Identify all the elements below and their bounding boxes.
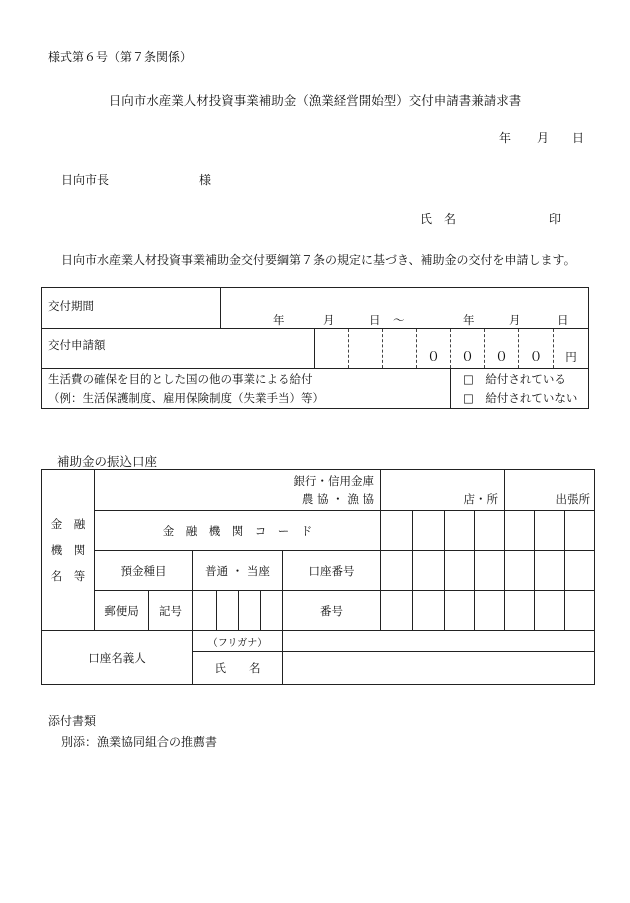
holder-name-label: 氏 名 <box>193 652 283 685</box>
period-day-1: 日 <box>369 313 381 327</box>
applicant-seal: 印 <box>549 212 562 226</box>
code-digit-cell[interactable] <box>505 511 535 551</box>
date-day: 日 <box>572 131 585 145</box>
number-digit[interactable] <box>445 591 475 631</box>
bank-type-line-2: 農 協 ・ 漁 協 <box>301 492 374 506</box>
account-number-digit[interactable] <box>505 551 535 591</box>
period-label: 交付期間 <box>42 288 221 329</box>
amount-digit-cell[interactable] <box>383 329 417 369</box>
date-month: 月 <box>537 131 550 145</box>
postal-label: 郵便局 <box>95 591 149 631</box>
number-digit[interactable] <box>565 591 595 631</box>
holder-name-input[interactable] <box>283 652 595 685</box>
amount-unit: 円 <box>554 329 589 369</box>
amount-digit-cell[interactable]: ０ <box>519 329 554 369</box>
code-digit-cell[interactable] <box>565 511 595 551</box>
number-label: 番号 <box>283 591 381 631</box>
bank-type-cell[interactable] <box>95 470 381 511</box>
symbol-digit[interactable] <box>193 591 217 631</box>
application-table <box>41 287 589 409</box>
furigana-input[interactable] <box>283 631 595 652</box>
bank-type-line-1: 銀行・信用金庫 <box>293 474 374 488</box>
symbol-digit[interactable] <box>239 591 261 631</box>
amount-digit-cell[interactable] <box>349 329 383 369</box>
code-digit-cell[interactable] <box>535 511 565 551</box>
amount-digit-cell[interactable]: ０ <box>485 329 519 369</box>
period-month-1: 月 <box>323 313 335 327</box>
other-benefit-label-line-2: （例：生活保護制度、雇用保険制度（失業手当）等） <box>48 390 324 405</box>
branch-cell[interactable]: 店・所 <box>381 470 505 511</box>
addressee-name: 日向市長 <box>61 173 110 187</box>
option-benefit-received[interactable]: □ 給付されている <box>463 371 566 386</box>
code-digit-cell[interactable] <box>381 511 413 551</box>
number-digit[interactable] <box>413 591 445 631</box>
account-table <box>41 469 595 685</box>
amount-digit-cell[interactable] <box>315 329 349 369</box>
form-number: 様式第６号（第７条関係） <box>48 50 193 64</box>
account-number-label: 口座番号 <box>283 551 381 591</box>
applicant-name-label: 氏 名 <box>420 212 457 226</box>
institution-label: 金 融 機 関 名 等 <box>42 470 95 631</box>
number-digit[interactable] <box>505 591 535 631</box>
attachments-heading: 添付書類 <box>48 714 97 728</box>
deposit-type-label: 預金種目 <box>95 551 193 591</box>
amount-digit-cell[interactable]: ０ <box>451 329 485 369</box>
option-benefit-not-received[interactable]: □ 給付されていない <box>463 390 578 405</box>
amount-label: 交付申請額 <box>42 329 315 369</box>
institution-code-label: 金 融 機 関 コ ー ド <box>95 511 381 551</box>
application-statement: 日向市水産業人材投資事業補助金交付要綱第７条の規定に基づき、補助金の交付を申請します。 <box>61 253 576 267</box>
amount-digit-cell[interactable]: ０ <box>417 329 451 369</box>
symbol-digit[interactable] <box>261 591 283 631</box>
period-tilde: 〜 <box>393 313 405 327</box>
other-benefit-label <box>42 369 451 409</box>
deposit-type-value[interactable]: 普通 ・ 当座 <box>193 551 283 591</box>
document-title: 日向市水産業人材投資事業補助金（漁業経営開始型）交付申請書兼請求書 <box>108 93 522 108</box>
period-year-2: 年 <box>463 313 475 327</box>
date-year: 年 <box>499 131 512 145</box>
furigana-label: （フリガナ） <box>193 631 283 652</box>
symbol-digit[interactable] <box>217 591 239 631</box>
other-benefit-options <box>451 369 589 409</box>
period-value[interactable] <box>221 288 589 329</box>
account-holder-label: 口座名義人 <box>42 631 193 685</box>
attachment-item: 別添：漁業協同組合の推薦書 <box>61 735 218 749</box>
number-digit[interactable] <box>475 591 505 631</box>
account-heading: 補助金の振込口座 <box>57 454 158 469</box>
code-digit-cell[interactable] <box>413 511 445 551</box>
code-digit-cell[interactable] <box>475 511 505 551</box>
symbol-label: 記号 <box>149 591 193 631</box>
account-number-digit[interactable] <box>475 551 505 591</box>
period-year-1: 年 <box>273 313 285 327</box>
account-number-digit[interactable] <box>413 551 445 591</box>
sub-branch-cell[interactable]: 出張所 <box>505 470 595 511</box>
other-benefit-label-line-1: 生活費の確保を目的とした国の他の事業による給付 <box>48 371 313 386</box>
number-digit[interactable] <box>381 591 413 631</box>
account-number-digit[interactable] <box>445 551 475 591</box>
period-day-2: 日 <box>557 313 569 327</box>
account-number-digit[interactable] <box>381 551 413 591</box>
number-digit[interactable] <box>535 591 565 631</box>
addressee-honorific: 様 <box>199 173 212 187</box>
code-digit-cell[interactable] <box>445 511 475 551</box>
account-number-digit[interactable] <box>535 551 565 591</box>
period-month-2: 月 <box>509 313 521 327</box>
account-number-digit[interactable] <box>565 551 595 591</box>
